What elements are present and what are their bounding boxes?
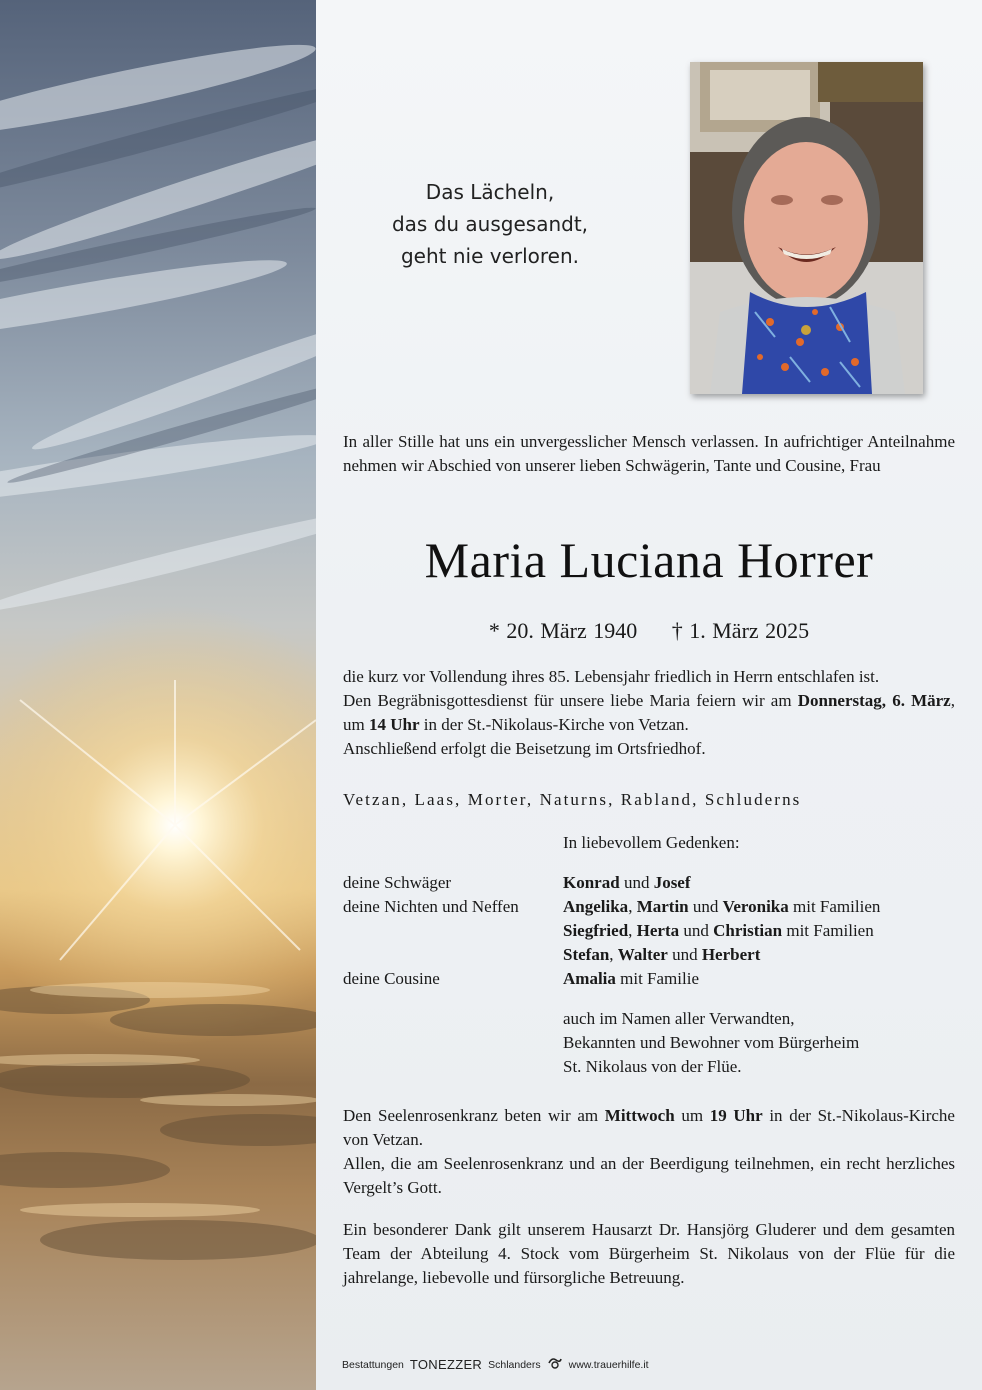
death-date: † 1. März 2025 <box>671 618 810 643</box>
special-thanks: Ein besonderer Dank gilt unserem Hausarzt Dr. Hansjörg Gluderer und dem gesamten Team der Abteilung 4. Stock vom Bürgerheim St. Nikolaus von der Flüe für die jahrelange, liebevolle und fürsorgliche Betreuung. <box>343 1220 955 1287</box>
kin-names <box>563 919 955 943</box>
sky-background-image <box>0 0 316 1390</box>
portrait-photo <box>690 62 923 394</box>
funeral-line <box>343 689 955 737</box>
footer-prefix: Bestattungen <box>342 1358 404 1371</box>
kin-name: Veronika <box>722 897 789 916</box>
kin-name: Konrad <box>563 873 620 892</box>
rosary-line <box>343 1104 955 1152</box>
verse-line-2: das du ausgesandt, <box>391 212 589 236</box>
verse-line-1: Das Lächeln, <box>425 180 555 204</box>
kin-sep: mit Familien <box>782 921 874 940</box>
funeral-day: Donnerstag, 6. März <box>797 691 951 710</box>
kin-name: Stefan <box>563 945 610 964</box>
burial-line: Anschließend erfolgt die Beisetzung im Ortsfriedhof. <box>343 739 706 758</box>
kin-name: Angelika <box>563 897 629 916</box>
relation-label: deine Schwäger <box>343 873 452 892</box>
kin-name: Josef <box>653 873 691 892</box>
trauerhilfe-logo-icon <box>547 1356 563 1373</box>
relation-label: deine Nichten und Neffen <box>343 897 519 916</box>
kin-name: Herta <box>636 921 680 940</box>
footer-website-link[interactable]: www.trauerhilfe.it <box>568 1358 649 1371</box>
memorial-verse <box>340 176 640 272</box>
intro-text: In aller Stille hat uns ein unvergesslicher Mensch verlassen. In aufrichtiger Anteilnahme nehmen wir Abschied von unserer lieben Schwägerin, Tante und Cousine, Frau <box>343 432 955 475</box>
passing-line: die kurz vor Vollendung ihres 85. Lebensjahr friedlich in Herrn entschlafen ist. <box>343 667 880 686</box>
rosary-text-mid: um <box>674 1106 710 1125</box>
kin-name: Amalia <box>563 969 616 988</box>
also-on-behalf-1: auch im Namen aller Verwandten, <box>563 1009 795 1028</box>
kin-name: Siegfried <box>563 921 629 940</box>
birth-date: * 20. März 1940 <box>488 618 638 643</box>
kin-sep: , <box>609 945 618 964</box>
kin-name: Walter <box>617 945 668 964</box>
kin-heading: In liebevollem Gedenken: <box>563 833 740 852</box>
kin-names <box>563 871 955 895</box>
mourners-list <box>343 831 955 1079</box>
rosary-text-post: in der St.-Nikolaus-Kirche von Vetzan. <box>343 1106 955 1149</box>
kin-name: Christian <box>713 921 783 940</box>
funeral-text-mid: , um <box>343 691 955 734</box>
rosary-day: Mittwoch <box>604 1106 675 1125</box>
kin-sep: mit Familien <box>788 897 881 916</box>
funeral-text-post: in der St.-Nikolaus-Kirche von Vetzan. <box>419 715 689 734</box>
relation-label: deine Cousine <box>343 969 440 988</box>
kin-sep: , <box>628 897 637 916</box>
also-on-behalf-2: Bekannten und Bewohner vom Bürgerheim <box>563 1033 860 1052</box>
funeral-text-pre: Den Begräbnisgottesdienst für unsere liebe Maria feiern wir am <box>343 691 798 710</box>
also-on-behalf-3: St. Nikolaus von der Flüe. <box>563 1057 742 1076</box>
life-dates <box>343 617 955 645</box>
rosary-text-pre: Den Seelenrosenkranz beten wir am <box>343 1106 605 1125</box>
kin-sep: mit Familie <box>615 969 699 988</box>
kin-sep: , <box>628 921 637 940</box>
footer-brand: TONEZZER <box>409 1357 483 1372</box>
places-line: Vetzan, Laas, Morter, Naturns, Rabland, Schluderns <box>343 790 802 809</box>
footer-place: Schlanders <box>488 1358 541 1371</box>
kin-sep: und <box>688 897 723 916</box>
kin-names <box>563 895 955 919</box>
kin-name: Martin <box>636 897 689 916</box>
kin-sep: und <box>619 873 654 892</box>
rosary-time: 19 Uhr <box>709 1106 763 1125</box>
kin-names <box>563 943 955 967</box>
kin-name: Herbert <box>701 945 761 964</box>
deceased-name: Maria Luciana Horrer <box>424 532 874 588</box>
footer <box>342 1356 649 1373</box>
funeral-notice <box>343 665 955 761</box>
kin-sep: und <box>679 921 714 940</box>
kin-names <box>563 967 955 991</box>
kin-sep: und <box>667 945 702 964</box>
rosary-notice <box>343 1104 955 1200</box>
thanks-all-line: Allen, die am Seelenrosenkranz und an der Beerdigung teilnehmen, ein recht herzliches Vergelt’s Gott. <box>343 1154 955 1197</box>
verse-line-3: geht nie verloren. <box>400 244 580 268</box>
funeral-time: 14 Uhr <box>368 715 420 734</box>
